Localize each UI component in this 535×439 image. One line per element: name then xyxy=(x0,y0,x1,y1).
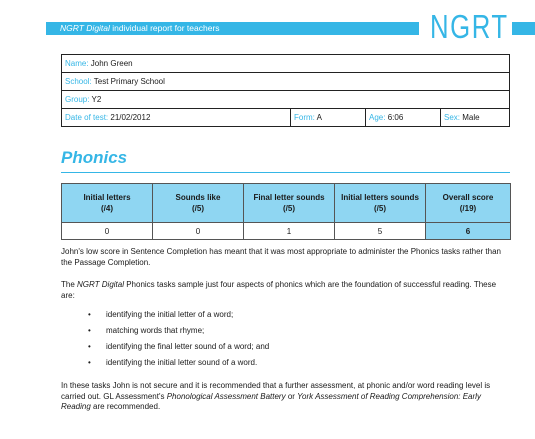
ngrt-logo: NGRT xyxy=(430,8,509,45)
header-max: (/19) xyxy=(459,204,477,213)
list-item: • identifying the final letter sound of a word; and xyxy=(88,342,269,358)
header-final-letter-sounds xyxy=(244,184,335,223)
paragraph-recommendation xyxy=(61,381,511,413)
recommendation-text-end: are recommended. xyxy=(90,402,161,411)
header-label: Initial letters xyxy=(83,193,131,202)
header-label: Final letter sounds xyxy=(253,193,325,202)
info-row-details xyxy=(62,109,510,127)
info-row-school xyxy=(62,73,510,91)
scores-header-row xyxy=(62,184,511,223)
phonics-aspects-list xyxy=(88,310,269,374)
report-title-product: NGRT Digital xyxy=(60,23,110,33)
report-title xyxy=(60,23,220,33)
recommendation-text-start: In these tasks John is not secure and it is recommended that a further assessment, at phonic and/or word reading level is carried out. GL Assessment's xyxy=(61,381,491,401)
header-max: (/5) xyxy=(283,204,295,213)
name-cell xyxy=(62,55,510,73)
section-title: Phonics xyxy=(61,148,128,167)
header-overall-score xyxy=(426,184,511,223)
header-label: Overall score xyxy=(442,193,494,202)
form-cell xyxy=(291,109,366,127)
dob-value: 21/02/2012 xyxy=(108,113,151,122)
intro-product-name: NGRT Digital xyxy=(77,280,124,289)
paragraph-intro xyxy=(61,280,511,301)
header-label: Sounds like xyxy=(175,193,221,202)
sex-label: Sex: xyxy=(444,113,461,122)
header-max: (/5) xyxy=(374,204,386,213)
intro-text-start: The xyxy=(61,280,78,289)
paragraph-summary: John's low score in Sentence Completion has meant that it was most appropriate to administer the Phonics tasks rather than the Passage Completion. xyxy=(61,247,501,267)
school-label: School: xyxy=(65,77,92,86)
sex-value: Male xyxy=(460,113,480,122)
scores-value-row xyxy=(62,223,511,240)
header-sounds-like xyxy=(153,184,244,223)
header-label: Initial letters sounds xyxy=(341,193,419,202)
form-label: Form: xyxy=(294,113,315,122)
list-item: • identifying the initial letter of a word; xyxy=(88,310,269,326)
name-label: Name: xyxy=(65,59,89,68)
score-initial-letters-sounds: 5 xyxy=(335,223,426,240)
recommended-assessment-1: Phonological Assessment Battery xyxy=(166,391,286,401)
header-max: (/4) xyxy=(101,204,113,213)
recommendation-text-mid: or xyxy=(285,391,298,401)
phonics-scores-table xyxy=(61,183,511,240)
group-label: Group: xyxy=(65,95,90,104)
school-cell xyxy=(62,73,510,91)
score-overall: 6 xyxy=(426,223,511,240)
age-cell xyxy=(366,109,441,127)
group-cell xyxy=(62,91,510,109)
header-initial-letters-sounds xyxy=(335,184,426,223)
age-value: 6:06 xyxy=(385,113,404,122)
score-final-letter-sounds: 1 xyxy=(244,223,335,240)
section-divider xyxy=(61,172,510,173)
group-value: Y2 xyxy=(89,95,102,104)
report-title-suffix: individual report for teachers xyxy=(109,23,220,33)
recommended-assessment-2: York Assessment of Reading Comprehension: Early Reading xyxy=(61,391,481,411)
dob-label: Date of test: xyxy=(65,113,109,122)
header-initial-letters xyxy=(62,184,153,223)
score-initial-letters: 0 xyxy=(62,223,153,240)
dob-cell xyxy=(62,109,291,127)
score-sounds-like: 0 xyxy=(153,223,244,240)
sex-cell xyxy=(441,109,510,127)
student-info-table xyxy=(61,54,510,127)
form-value: A xyxy=(314,113,323,122)
age-label: Age: xyxy=(369,113,386,122)
info-row-group xyxy=(62,91,510,109)
info-row-name xyxy=(62,55,510,73)
list-item: • identifying the initial letter sound of a word. xyxy=(88,358,269,374)
name-value: John Green xyxy=(88,59,133,68)
list-item: • matching words that rhyme; xyxy=(88,326,269,342)
header-bar-tail xyxy=(512,22,535,35)
school-value: Test Primary School xyxy=(91,77,165,86)
intro-text-end: Phonics tasks sample just four aspects of phonics which are the foundation of successful reading. These are: xyxy=(61,280,497,300)
header-max: (/5) xyxy=(192,204,204,213)
